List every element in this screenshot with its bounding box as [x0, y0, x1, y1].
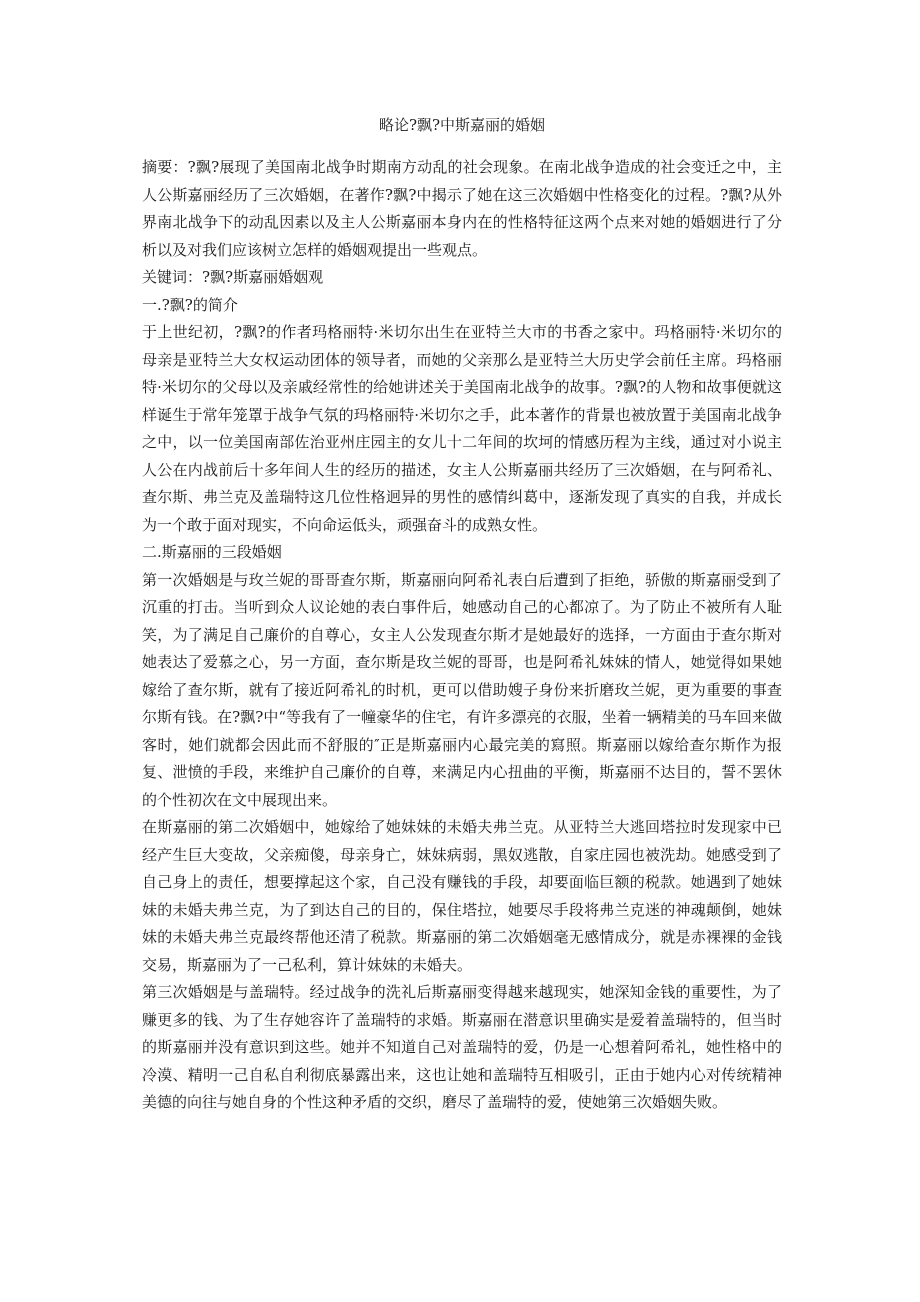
keywords-line: 关键词：?飘?斯嘉丽婚姻观 [142, 268, 324, 286]
section2-paragraph-1: 第一次婚姻是与玫兰妮的哥哥查尔斯，斯嘉丽向阿希礼表白后遭到了拒绝，骄傲的斯嘉丽受到了沉重的打击。当听到众人议论她的表白事件后，她感动自己的心都凉了。为了防止不被所有人耻笑，为了满足自己廉价的自尊心，女主人公发现查尔斯才是她最好的选择，一方面由于查尔斯对她表达了爱慕之心，另一方面，查尔斯是玫兰妮的哥哥，也是阿希礼妹妹的情人，她觉得如果她嫁给了查尔斯，就有了接近阿希礼的时机，更可以借助嫂子身份来折磨玫兰妮，更为重要的事查尔斯有钱。在?飘?中“等我有了一幢豪华的住宅，有许多漂亮的衣服，坐着一辆精美的马车回来做客时，她们就都会因此而不舒服的″正是斯嘉丽内心最完美的寫照。斯嘉丽以嫁给查尔斯作为报复、泄愤的手段，来维护自己廉价的自尊，来满足内心扭曲的平衡，斯嘉丽不达目的，誓不罢休的个性初次在文中展现出来。 [142, 570, 782, 809]
section1-heading: 一.?飘?的简介 [142, 295, 238, 314]
section2-heading: 二.斯嘉丽的三段婚姻 [142, 543, 282, 561]
section2-paragraph-2: 在斯嘉丽的第二次婚姻中，她嫁给了她妹妹的未婚夫弗兰克。从亚特兰大逃回塔拉时发现家中已经产生巨大变故，父亲痴傻，母亲身亡，妹妹病弱，黑奴逃散，自家庄园也被洗劫。她感受到了自己身上的责任，想要撑起这个家，自己没有赚钱的手段，却要面临巨额的税款。她遇到了她妹妹的未婚夫弗兰克，为了到达自己的目的，保住塔拉，她要尽手段将弗兰克迷的神魂颠倒，她妹妹的未婚夫弗兰克最终帮他还清了税款。斯嘉丽的第二次婚姻毫无感情成分，就是赤裸裸的金钱交易，斯嘉丽为了一己私利，算计妹妹的未婚夫。 [142, 818, 782, 974]
document-title: 略论?飘?中斯嘉丽的婚姻 [378, 116, 546, 134]
section2-paragraph-3: 第三次婚姻是与盖瑞特。经过战争的洗礼后斯嘉丽变得越来越现实，她深知金钱的重要性，为了赚更多的钱、为了生存她容许了盖瑞特的求婚。斯嘉丽在潜意识里确实是爱着盖瑞特的，但当时的斯嘉丽并没有意识到这些。她并不知道自己对盖瑞特的爱，仍是一心想着阿希礼，她性格中的冷漠、精明一己自私自利彻底暴露出来，这也让她和盖瑞特互相吸引，正由于她内心对传统精神美德的向往与她自身的个性这种矛盾的交织，磨尽了盖瑞特的爱，使她第三次婚姻失败。 [142, 983, 782, 1111]
section1-paragraph: 于上世纪初，?飘?的作者玛格丽特·米切尔出生在亚特兰大市的书香之家中。玛格丽特·米切尔的母亲是亚特兰大女权运动团体的领导者，而她的父亲那么是亚特兰大历史学会前任主席。玛格丽特·米切尔的父母以及亲戚经常性的给她讲述关于美国南北战争的故事。?飘?的人物和故事便就这样诞生于常年笼罩于战争气氛的玛格丽特·米切尔之手，此本著作的背景也被放置于美国南北战争之中，以一位美国南部佐治亚州庄园主的女儿十二年间的坎坷的情感历程为主线，通过对小说主人公在内战前后十多年间人生的经历的描述，女主人公斯嘉丽共经历了三次婚姻，在与阿希礼、查尔斯、弗兰克及盖瑞特这几位性格迥异的男性的感情纠葛中，逐渐发现了真实的自我，并成长为一个敢于面对现实，不向命运低头，顽强奋斗的成熟女性。 [142, 323, 782, 534]
abstract-paragraph: 摘要：?飘?展现了美国南北战争时期南方动乱的社会现象。在南北战争造成的社会变迁之中，主人公斯嘉丽经历了三次婚姻，在著作?飘?中揭示了她在这三次婚姻中性格变化的过程。?飘?从外界南北战争下的动乱因素以及主人公斯嘉丽本身内在的性格特征这两个点来对她的婚姻进行了分析以及对我们应该树立怎样的婚姻观提出一些观点。 [142, 158, 782, 259]
document-page [142, 112, 782, 1117]
